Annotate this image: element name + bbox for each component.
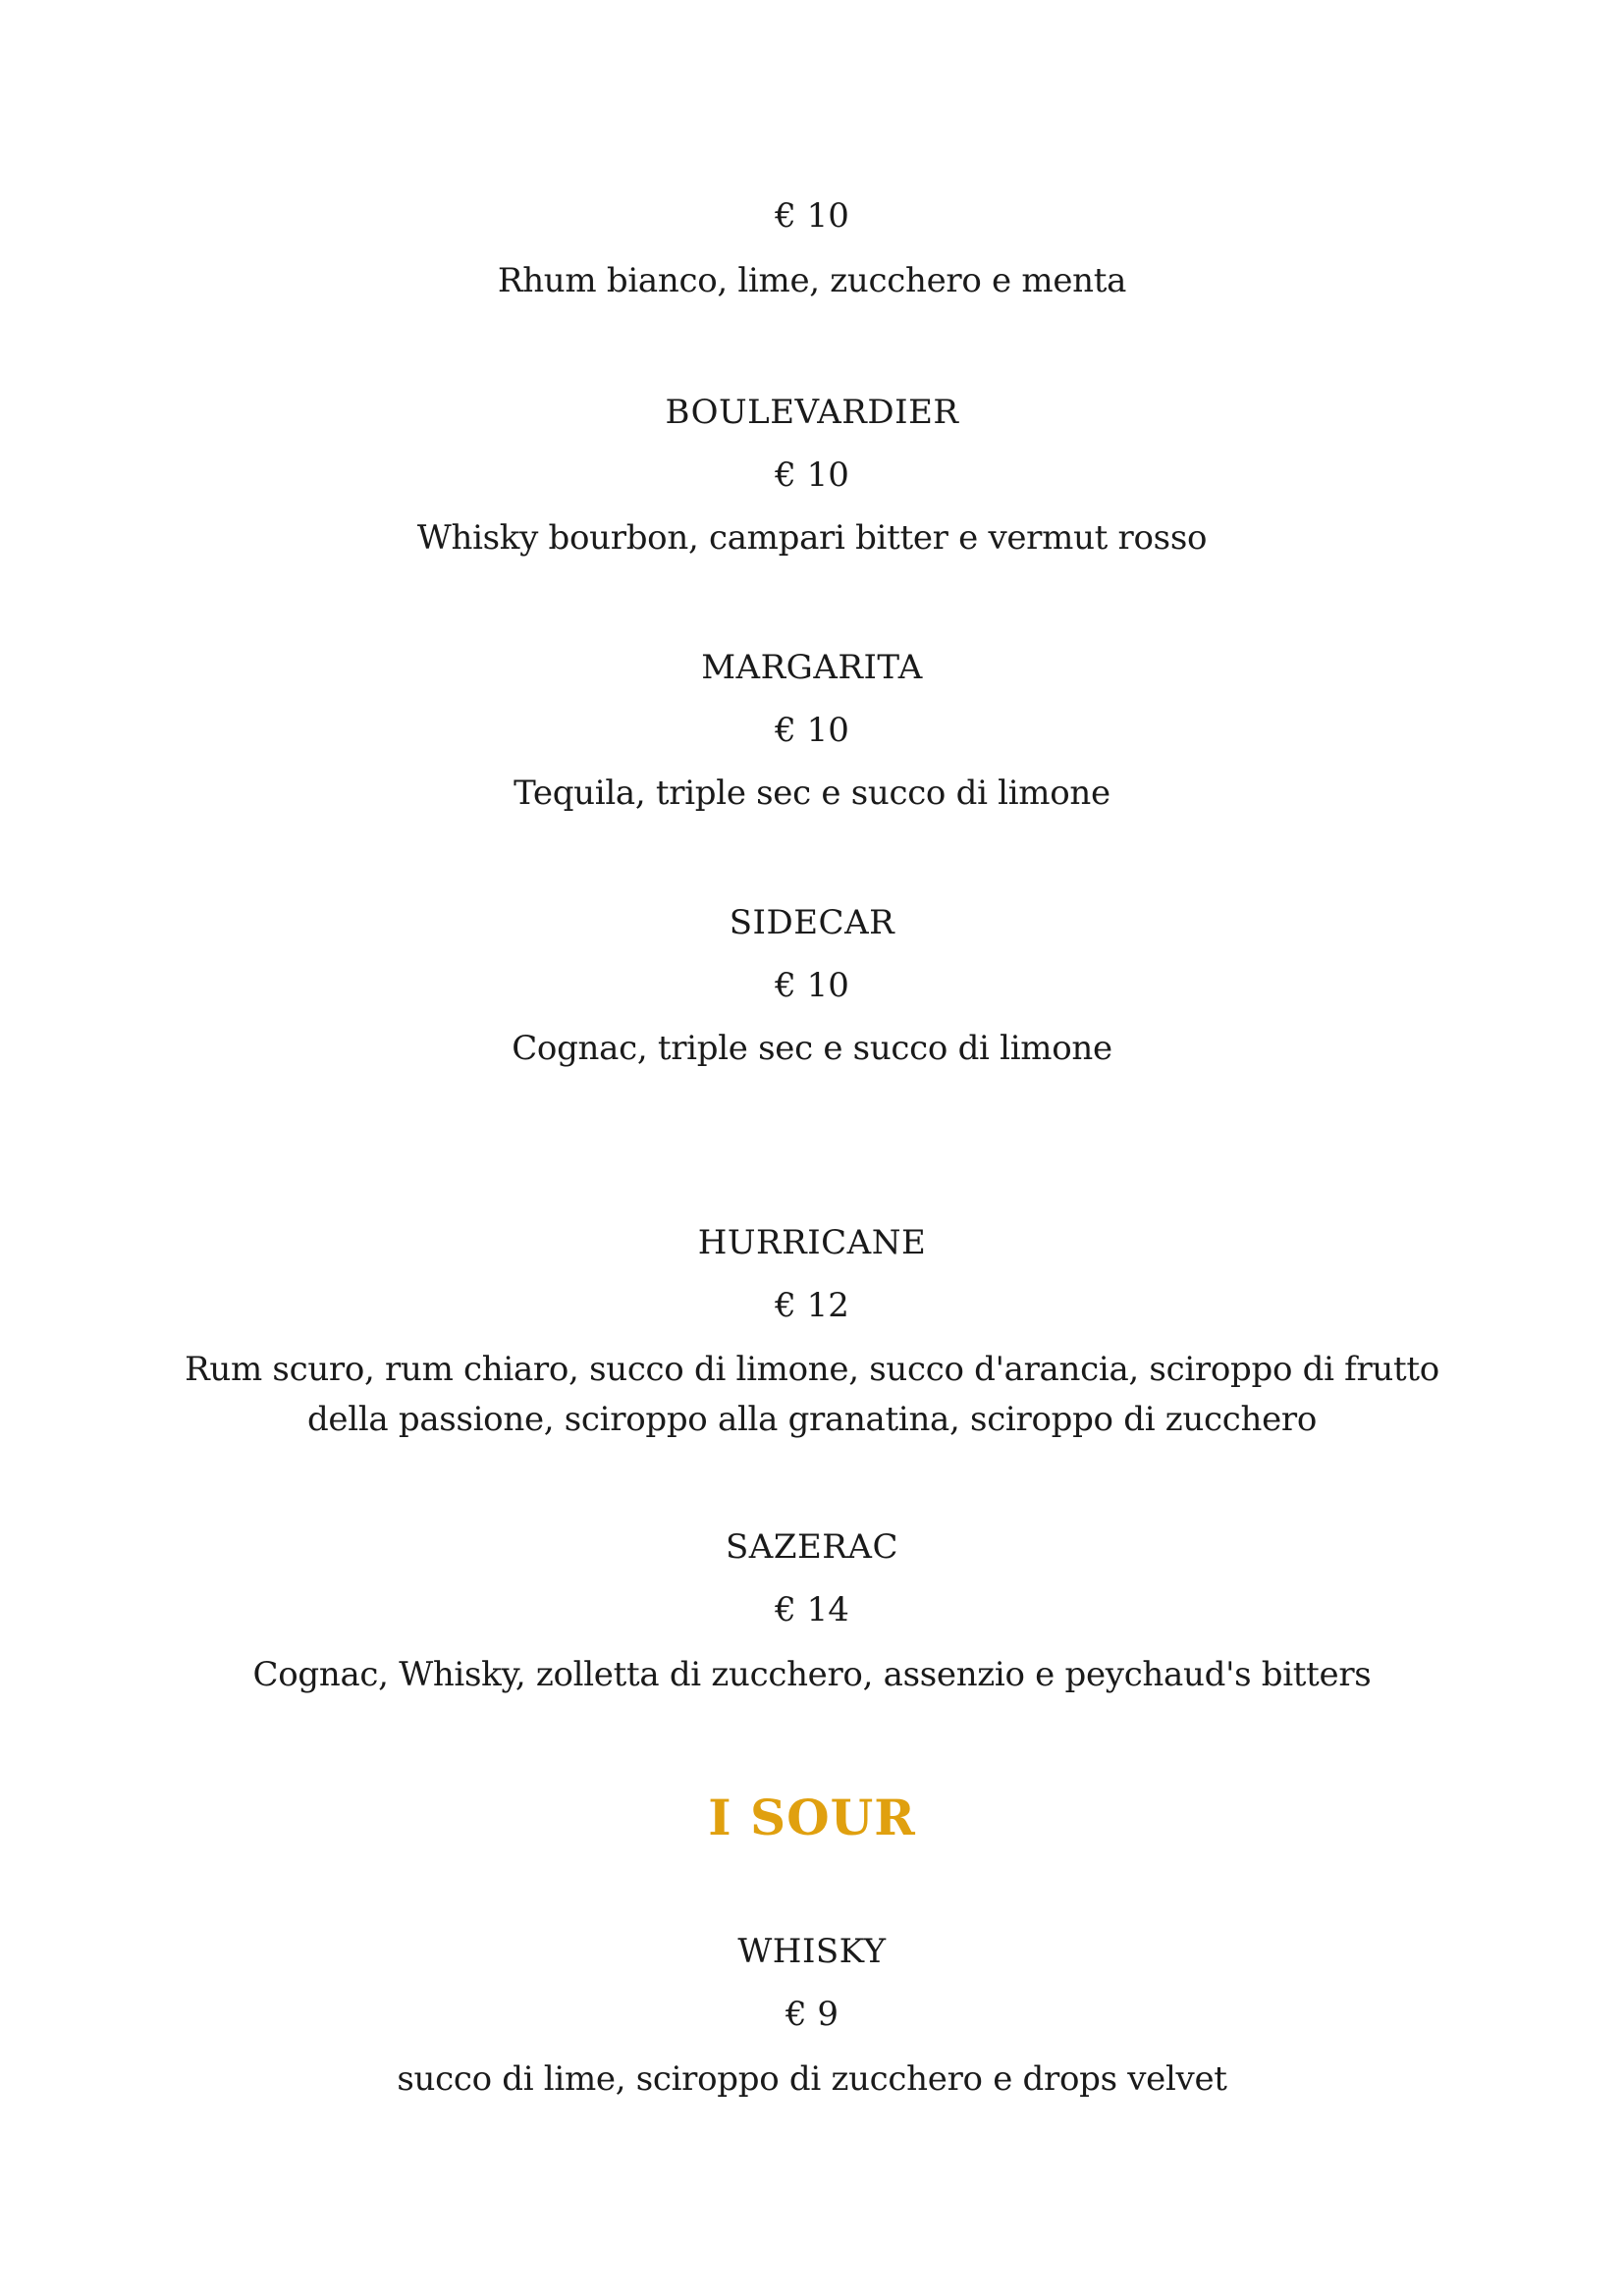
- hurricane-description: Rum scuro, rum chiaro, succo di limone, succo d'arancia, sciroppo di frutto della passione, sciroppo alla granatina, sciroppo di zucchero: [185, 1350, 1439, 1439]
- hurricane-name: HURRICANE: [697, 1223, 927, 1262]
- whisky-sour-price: € 9: [785, 1995, 839, 2034]
- whisky-sour-name: WHISKY: [737, 1932, 887, 1971]
- sazerac-name: SAZERAC: [726, 1527, 898, 1567]
- boulevardier-name: BOULEVARDIER: [665, 393, 959, 432]
- sidecar-description: Cognac, triple sec e succo di limone: [512, 1029, 1112, 1068]
- section-title-sour: I SOUR: [708, 1789, 916, 1846]
- margarita-name: MARGARITA: [701, 648, 923, 687]
- boulevardier-description: Whisky bourbon, campari bitter e vermut rosso: [416, 518, 1208, 558]
- sidecar-name: SIDECAR: [729, 903, 895, 942]
- margarita-description: Tequila, triple sec e succo di limone: [514, 774, 1110, 813]
- mojito-description: Rhum bianco, lime, zucchero e menta: [497, 261, 1127, 300]
- mojito-price: € 10: [775, 196, 849, 236]
- hurricane-price: € 12: [775, 1286, 849, 1325]
- margarita-price: € 10: [775, 711, 849, 750]
- boulevardier-price: € 10: [775, 455, 849, 495]
- sazerac-description: Cognac, Whisky, zolletta di zucchero, assenzio e peychaud's bitters: [252, 1655, 1372, 1694]
- whisky-sour-description: succo di lime, sciroppo di zucchero e drops velvet: [397, 2059, 1227, 2099]
- sidecar-price: € 10: [775, 966, 849, 1005]
- sazerac-price: € 14: [775, 1590, 849, 1629]
